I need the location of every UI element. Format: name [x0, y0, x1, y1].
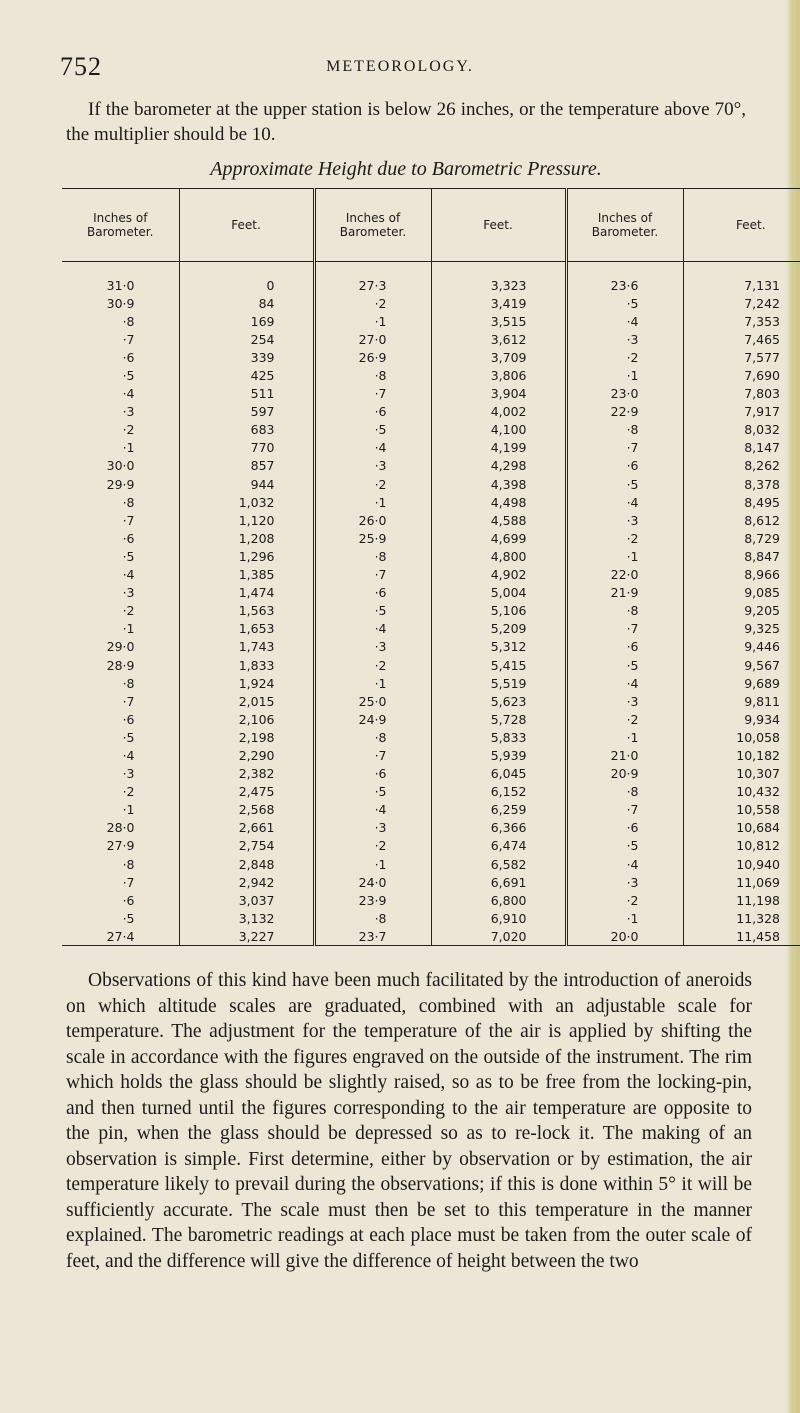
cell-inches: ·2: [314, 475, 431, 493]
cell-feet: 3,806: [431, 366, 566, 384]
cell-feet: 2,198: [179, 728, 314, 746]
running-head: METEOROLOGY.: [326, 58, 474, 75]
cell-feet: 1,924: [179, 674, 314, 692]
cell-inches: 29·0: [106, 639, 135, 655]
cell-feet: 339: [179, 348, 314, 366]
cell-feet: 1,385: [179, 566, 314, 584]
cell-feet: 4,588: [431, 511, 566, 529]
cell-feet: 1,296: [179, 547, 314, 565]
cell-feet: 770: [179, 439, 314, 457]
cell-feet: 7,242: [683, 294, 800, 312]
cell-inches: 31·0: [106, 277, 135, 293]
cell-inches: ·6: [566, 819, 683, 837]
cell-feet: 9,205: [683, 602, 800, 620]
table-row: [62, 511, 800, 529]
table-body: [62, 262, 800, 946]
cell-inches: ·5: [566, 475, 683, 493]
cell-inches: ·5: [314, 421, 431, 439]
cell-inches: ·8: [566, 783, 683, 801]
table-row: [62, 584, 800, 602]
cell-inches: 25·0: [314, 692, 431, 710]
cell-feet: 2,661: [179, 819, 314, 837]
cell-feet: 5,312: [431, 638, 566, 656]
cell-feet: 9,085: [683, 584, 800, 602]
cell-inches: ·3: [314, 457, 431, 475]
table-row: [62, 312, 800, 330]
cell-feet: 6,366: [431, 819, 566, 837]
cell-inches: ·3: [566, 511, 683, 529]
cell-inches: ·8: [122, 856, 135, 872]
cell-inches: ·5: [566, 837, 683, 855]
cell-feet: 6,152: [431, 783, 566, 801]
cell-feet: 6,474: [431, 837, 566, 855]
cell-feet: 9,811: [683, 692, 800, 710]
cell-inches: ·8: [122, 313, 135, 329]
table-row: [62, 891, 800, 909]
cell-inches: 29·9: [106, 476, 135, 492]
cell-feet: 11,458: [683, 927, 800, 946]
table-header-row: [62, 189, 800, 262]
cell-feet: 1,032: [179, 493, 314, 511]
cell-inches: 22·9: [566, 403, 683, 421]
cell-feet: 8,147: [683, 439, 800, 457]
table-row: [62, 728, 800, 746]
table-row: [62, 330, 800, 348]
cell-feet: 8,966: [683, 566, 800, 584]
table-row: [62, 873, 800, 891]
cell-feet: 7,803: [683, 385, 800, 403]
cell-inches: ·2: [122, 784, 135, 800]
cell-inches: 24·9: [314, 710, 431, 728]
cell-feet: 10,182: [683, 746, 800, 764]
cell-feet: 2,942: [179, 873, 314, 891]
table-row: [62, 692, 800, 710]
cell-inches: ·6: [566, 638, 683, 656]
cell-feet: 4,002: [431, 403, 566, 421]
cell-feet: 511: [179, 385, 314, 403]
cell-feet: 84: [179, 294, 314, 312]
table-row: [62, 837, 800, 855]
cell-inches: ·7: [314, 385, 431, 403]
cell-inches: ·3: [314, 638, 431, 656]
cell-feet: 8,495: [683, 493, 800, 511]
body-paragraph: Observations of this kind have been much facilitated by the introduction of aneroids on which altitude scales are graduated, combined with an adjustable scale for temperature. The adjustment for the temperature of the air is applied by shifting the scale in accordance with the figures engraved on the outside of the instrument. The rim which holds the glass should be slightly raised, so as to be free from the locking-pin, and then turned until the figures corresponding to the air temperature are opposite to the pin, when the glass should be depressed so as to re-lock it. The making of an observation is simple. First determine, either by observation or by estimation, the air temperature likely to prevail during the observations; if this is done within 5° it will be sufficiently accurate. The scale must then be set to this temperature in the manner explained. The barometric readings at each place must be taken from the outer scale of feet, and the difference will give the difference of height between the two: [66, 970, 752, 1272]
cell-inches: ·2: [566, 529, 683, 547]
cell-feet: 9,934: [683, 710, 800, 728]
cell-feet: 8,729: [683, 529, 800, 547]
cell-feet: 4,298: [431, 457, 566, 475]
cell-inches: ·1: [314, 855, 431, 873]
cell-inches: 27·9: [106, 838, 135, 854]
table-row: [62, 927, 800, 946]
cell-inches: ·5: [566, 656, 683, 674]
cell-inches: ·4: [566, 312, 683, 330]
cell-feet: 10,558: [683, 801, 800, 819]
cell-inches: ·6: [314, 584, 431, 602]
intro-paragraph: [66, 97, 746, 147]
table-row: [62, 909, 800, 927]
table-row: [62, 475, 800, 493]
cell-feet: 597: [179, 403, 314, 421]
cell-feet: 4,398: [431, 475, 566, 493]
cell-inches: 21·0: [566, 746, 683, 764]
cell-inches: ·7: [314, 746, 431, 764]
cell-inches: ·3: [122, 585, 135, 601]
cell-feet: 1,653: [179, 620, 314, 638]
cell-feet: 11,328: [683, 909, 800, 927]
cell-feet: 3,323: [431, 276, 566, 294]
cell-feet: 1,833: [179, 656, 314, 674]
cell-inches: 22·0: [566, 566, 683, 584]
cell-feet: 425: [179, 366, 314, 384]
cell-inches: ·4: [314, 620, 431, 638]
cell-feet: 1,563: [179, 602, 314, 620]
cell-feet: 169: [179, 312, 314, 330]
cell-inches: ·6: [122, 892, 135, 908]
cell-inches: 20·9: [566, 765, 683, 783]
cell-inches: ·8: [314, 547, 431, 565]
cell-inches: ·4: [122, 747, 135, 763]
col-header-inches-1: Inches of Barometer.: [62, 189, 179, 262]
cell-feet: 3,904: [431, 385, 566, 403]
cell-feet: 0: [179, 276, 314, 294]
cell-feet: 7,917: [683, 403, 800, 421]
cell-feet: 10,684: [683, 819, 800, 837]
cell-feet: 10,940: [683, 855, 800, 873]
cell-feet: 9,567: [683, 656, 800, 674]
cell-feet: 4,902: [431, 566, 566, 584]
cell-inches: ·8: [122, 675, 135, 691]
cell-inches: ·1: [314, 493, 431, 511]
cell-inches: 27·4: [62, 927, 179, 946]
table-row: [62, 547, 800, 565]
table-row: [62, 602, 800, 620]
cell-inches: 30·0: [106, 458, 135, 474]
cell-feet: 5,106: [431, 602, 566, 620]
table-row: [62, 529, 800, 547]
cell-inches: ·8: [122, 494, 135, 510]
cell-inches: ·5: [122, 729, 135, 745]
cell-feet: 6,691: [431, 873, 566, 891]
cell-feet: 10,307: [683, 765, 800, 783]
cell-feet: 683: [179, 421, 314, 439]
cell-feet: 4,800: [431, 547, 566, 565]
cell-feet: 3,419: [431, 294, 566, 312]
cell-feet: 2,382: [179, 765, 314, 783]
cell-feet: 8,262: [683, 457, 800, 475]
cell-feet: 7,353: [683, 312, 800, 330]
cell-inches: ·7: [122, 693, 135, 709]
cell-inches: ·2: [314, 837, 431, 855]
cell-inches: ·3: [122, 766, 135, 782]
col-header-feet-3: Feet.: [683, 189, 800, 262]
cell-inches: ·8: [314, 909, 431, 927]
cell-feet: 10,432: [683, 783, 800, 801]
cell-feet: 3,515: [431, 312, 566, 330]
cell-feet: 944: [179, 475, 314, 493]
cell-inches: ·6: [314, 403, 431, 421]
table-row: [62, 819, 800, 837]
cell-inches: ·3: [566, 692, 683, 710]
cell-inches: ·6: [566, 457, 683, 475]
table-row: [62, 765, 800, 783]
table-row: [62, 801, 800, 819]
cell-feet: 254: [179, 330, 314, 348]
cell-inches: ·1: [314, 674, 431, 692]
table-row: [62, 855, 800, 873]
cell-feet: 8,847: [683, 547, 800, 565]
table-row: [62, 566, 800, 584]
cell-feet: 10,058: [683, 728, 800, 746]
cell-inches: 26·9: [314, 348, 431, 366]
cell-inches: ·2: [566, 348, 683, 366]
cell-feet: 3,227: [179, 927, 314, 946]
table-row: [62, 493, 800, 511]
cell-feet: 5,728: [431, 710, 566, 728]
cell-feet: 2,290: [179, 746, 314, 764]
cell-feet: 857: [179, 457, 314, 475]
cell-feet: 5,415: [431, 656, 566, 674]
cell-feet: 6,045: [431, 765, 566, 783]
cell-inches: ·4: [122, 567, 135, 583]
cell-feet: 7,131: [683, 276, 800, 294]
table-row: [62, 366, 800, 384]
cell-feet: 5,519: [431, 674, 566, 692]
cell-inches: ·2: [122, 603, 135, 619]
cell-inches: ·2: [122, 422, 135, 438]
cell-feet: 3,709: [431, 348, 566, 366]
cell-inches: 27·3: [314, 276, 431, 294]
cell-inches: 27·0: [314, 330, 431, 348]
cell-inches: ·2: [566, 891, 683, 909]
cell-feet: 6,910: [431, 909, 566, 927]
cell-inches: ·4: [566, 674, 683, 692]
cell-feet: 11,069: [683, 873, 800, 891]
cell-inches: ·6: [122, 530, 135, 546]
cell-feet: 4,498: [431, 493, 566, 511]
cell-inches: ·1: [566, 547, 683, 565]
cell-inches: ·6: [122, 349, 135, 365]
cell-inches: ·8: [314, 728, 431, 746]
table-row: [62, 656, 800, 674]
cell-feet: 4,100: [431, 421, 566, 439]
cell-inches: ·1: [314, 312, 431, 330]
cell-feet: 1,474: [179, 584, 314, 602]
cell-feet: 7,690: [683, 366, 800, 384]
cell-inches: ·5: [314, 783, 431, 801]
cell-feet: 7,020: [431, 927, 566, 946]
cell-inches: ·2: [566, 710, 683, 728]
col-header-feet-2: Feet.: [431, 189, 566, 262]
page-header: [60, 52, 740, 82]
table-row: [62, 457, 800, 475]
cell-inches: ·7: [566, 620, 683, 638]
cell-inches: ·6: [314, 765, 431, 783]
table-row: [62, 746, 800, 764]
cell-inches: ·7: [122, 874, 135, 890]
table-spacer-row: [62, 262, 800, 277]
cell-feet: 6,259: [431, 801, 566, 819]
table-row: [62, 294, 800, 312]
cell-inches: 23·9: [314, 891, 431, 909]
cell-inches: ·4: [314, 439, 431, 457]
cell-inches: 23·6: [566, 276, 683, 294]
cell-inches: 26·0: [314, 511, 431, 529]
cell-feet: 7,577: [683, 348, 800, 366]
table-row: [62, 620, 800, 638]
table-row: [62, 385, 800, 403]
cell-feet: 2,754: [179, 837, 314, 855]
cell-feet: 8,032: [683, 421, 800, 439]
cell-inches: ·1: [122, 621, 135, 637]
cell-inches: ·5: [314, 602, 431, 620]
cell-feet: 9,689: [683, 674, 800, 692]
col-header-inches-2: Inches of Barometer.: [314, 189, 431, 262]
table-caption: Approximate Height due to Barometric Pressure.: [210, 158, 602, 180]
cell-feet: 2,568: [179, 801, 314, 819]
cell-inches: ·5: [122, 910, 135, 926]
cell-feet: 5,004: [431, 584, 566, 602]
table-row: [62, 421, 800, 439]
col-header-feet-1: Feet.: [179, 189, 314, 262]
cell-feet: 6,800: [431, 891, 566, 909]
cell-inches: 30·9: [106, 295, 135, 311]
cell-inches: ·7: [122, 512, 135, 528]
cell-inches: ·4: [122, 386, 135, 402]
cell-feet: 3,132: [179, 909, 314, 927]
table-row: [62, 439, 800, 457]
cell-inches: 25·9: [314, 529, 431, 547]
cell-feet: 5,209: [431, 620, 566, 638]
cell-feet: 2,106: [179, 710, 314, 728]
cell-feet: 8,378: [683, 475, 800, 493]
cell-inches: ·2: [314, 294, 431, 312]
table-row: [62, 710, 800, 728]
cell-inches: ·8: [566, 421, 683, 439]
cell-inches: 28·0: [106, 820, 135, 836]
cell-feet: 1,120: [179, 511, 314, 529]
table-row: [62, 638, 800, 656]
cell-feet: 9,325: [683, 620, 800, 638]
cell-inches: 23·7: [314, 927, 431, 946]
cell-inches: 20·0: [566, 927, 683, 946]
table-row: [62, 783, 800, 801]
cell-inches: ·1: [566, 909, 683, 927]
cell-inches: ·7: [566, 439, 683, 457]
cell-inches: ·8: [314, 366, 431, 384]
observations-text: [66, 968, 752, 1274]
cell-inches: ·1: [122, 802, 135, 818]
cell-feet: 11,198: [683, 891, 800, 909]
table-row: [62, 403, 800, 421]
page-number: 752: [60, 52, 102, 81]
cell-inches: ·3: [566, 873, 683, 891]
cell-inches: ·4: [566, 855, 683, 873]
cell-inches: ·3: [122, 404, 135, 420]
cell-inches: 23·0: [566, 385, 683, 403]
cell-inches: 28·9: [106, 657, 135, 673]
cell-inches: ·1: [122, 440, 135, 456]
cell-feet: 2,015: [179, 692, 314, 710]
cell-feet: 10,812: [683, 837, 800, 855]
cell-inches: ·5: [122, 368, 135, 384]
cell-feet: 4,199: [431, 439, 566, 457]
cell-feet: 9,446: [683, 638, 800, 656]
cell-inches: ·5: [122, 548, 135, 564]
cell-inches: ·7: [314, 566, 431, 584]
cell-inches: 24·0: [314, 873, 431, 891]
cell-inches: ·3: [314, 819, 431, 837]
barometric-height-table: [62, 188, 800, 946]
cell-inches: ·7: [122, 331, 135, 347]
cell-inches: 21·9: [566, 584, 683, 602]
cell-inches: ·7: [566, 801, 683, 819]
cell-feet: 3,037: [179, 891, 314, 909]
cell-inches: ·1: [566, 728, 683, 746]
cell-feet: 1,208: [179, 529, 314, 547]
cell-feet: 2,848: [179, 855, 314, 873]
cell-inches: ·4: [566, 493, 683, 511]
intro-text: If the barometer at the upper station is below 26 inches, or the temperature above 70°, the multiplier should be 10.: [66, 99, 746, 145]
cell-feet: 7,465: [683, 330, 800, 348]
cell-feet: 1,743: [179, 638, 314, 656]
cell-inches: ·6: [122, 711, 135, 727]
col-header-inches-3: Inches of Barometer.: [566, 189, 683, 262]
cell-feet: 5,623: [431, 692, 566, 710]
cell-inches: ·3: [566, 330, 683, 348]
cell-inches: ·1: [566, 366, 683, 384]
cell-inches: ·8: [566, 602, 683, 620]
cell-feet: 6,582: [431, 855, 566, 873]
cell-feet: 2,475: [179, 783, 314, 801]
cell-feet: 5,833: [431, 728, 566, 746]
cell-feet: 3,612: [431, 330, 566, 348]
cell-feet: 4,699: [431, 529, 566, 547]
cell-inches: ·5: [566, 294, 683, 312]
cell-feet: 8,612: [683, 511, 800, 529]
cell-feet: 5,939: [431, 746, 566, 764]
table-row: [62, 348, 800, 366]
table-row: [62, 276, 800, 294]
table-row: [62, 674, 800, 692]
cell-inches: ·4: [314, 801, 431, 819]
cell-inches: ·2: [314, 656, 431, 674]
